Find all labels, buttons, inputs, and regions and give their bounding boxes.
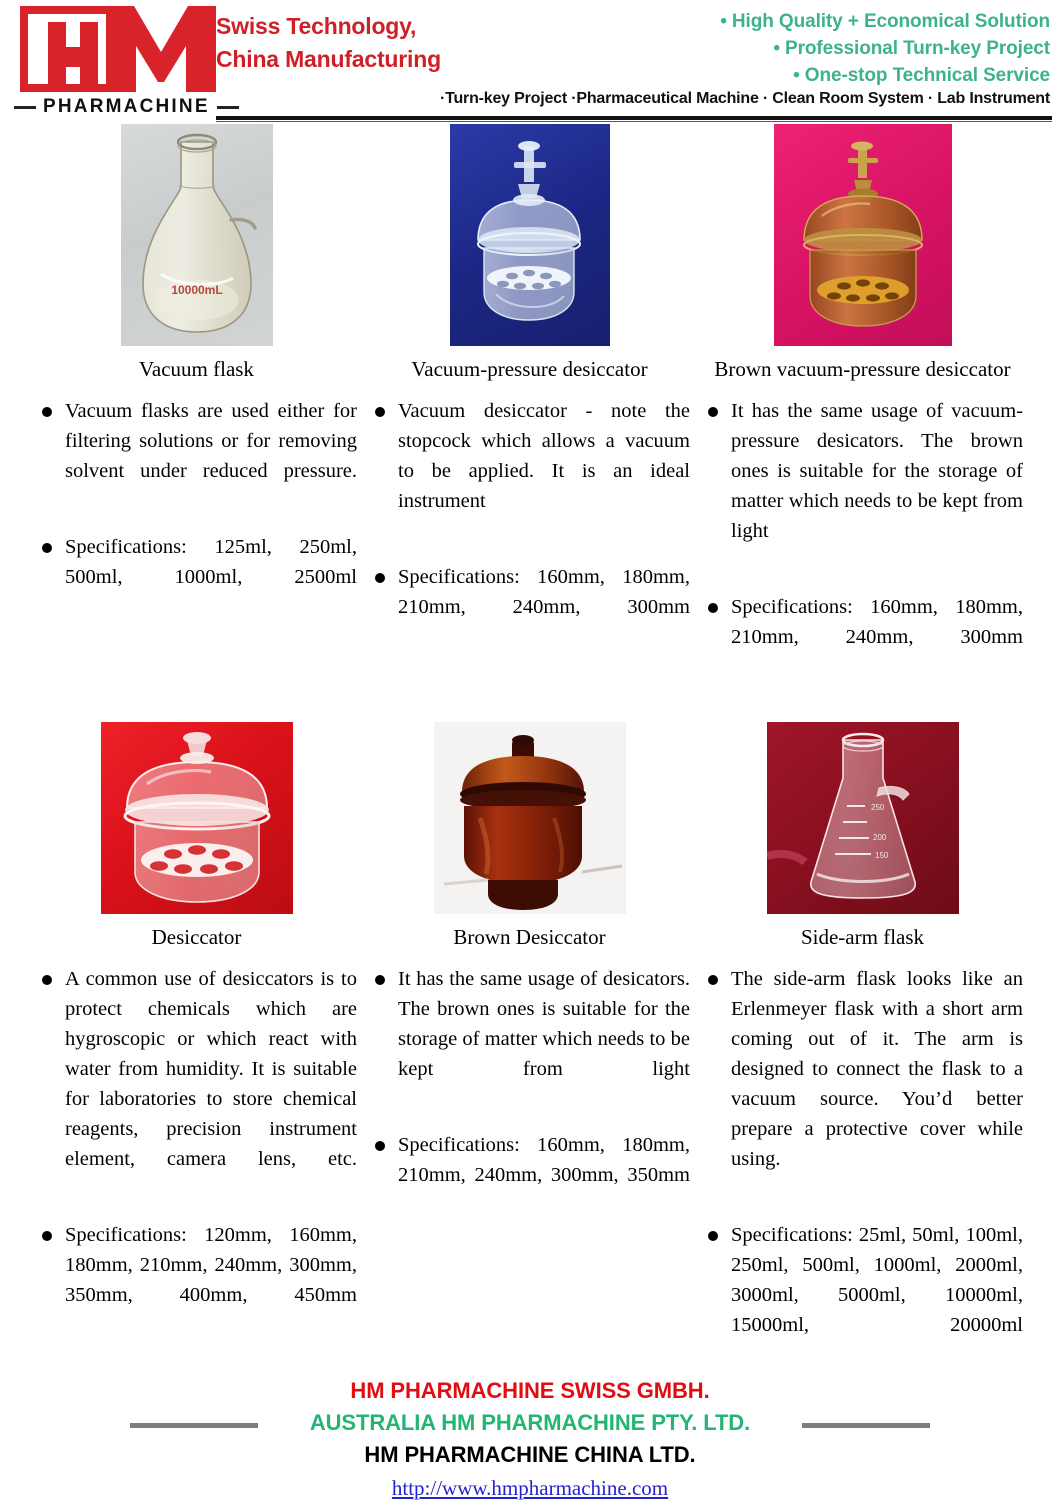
product-row-2 [30, 722, 1030, 1386]
product-bullet: Specifications: 120mm, 160mm, 180mm, 210mm, 240mm, 300mm, 350mm, 400mm, 450mm [36, 1220, 357, 1340]
product-row-1 [30, 124, 1030, 698]
logo-wordmark [14, 96, 229, 118]
header-divider-thin [216, 121, 1052, 122]
product-caption: Vacuum-pressure desiccator [411, 357, 648, 381]
company-slogan [216, 10, 441, 76]
slogan-line-2: China Manufacturing [216, 46, 441, 72]
product-image-wrap [369, 722, 690, 914]
desiccator-photo [101, 722, 293, 914]
product-bullet: Specifications: 160mm, 180mm, 210mm, 240mm, 300mm, 350mm [369, 1130, 690, 1220]
product-bullet: A common use of desiccators is to protect chemicals which are hygroscopic or which react with water from humidity. It is suitable for laboratories to store chemical reagents, precision instrument element, camera lens, etc. [36, 964, 357, 1204]
footer-rule-left [130, 1423, 258, 1428]
product-bullet-list [369, 396, 690, 652]
website-link[interactable]: http://www.hmpharmachine.com [391, 1476, 669, 1500]
product-bullet: It has the same usage of desicators. The brown ones is suitable for the storage of matter which needs to be kept from light [369, 964, 690, 1114]
value-prop-item-2: • Professional Turn-key Project [773, 38, 1050, 59]
services-line: ·Turn-key Project ·Pharmaceutical Machine · Clean Room System · Lab Instrument [439, 90, 1050, 107]
company-name-australia: AUSTRALIA HM PHARMACHINE PTY. LTD. [309, 1410, 751, 1435]
value-proposition-list [720, 8, 1050, 89]
product-card-brown-desiccator [363, 722, 696, 1386]
product-caption: Desiccator [151, 925, 242, 950]
product-card-desiccator [30, 722, 363, 1386]
side-arm-flask-photo [767, 722, 959, 914]
product-bullet-list [36, 396, 357, 622]
logo-dash-left [14, 106, 36, 109]
product-bullet: Specifications: 125ml, 250ml, 500ml, 1000ml, 2500ml [36, 532, 357, 622]
svg-text:10000mL: 10000mL [170, 283, 223, 297]
vacuum-pressure-desiccator-photo [450, 124, 610, 346]
product-grid [0, 124, 1060, 1386]
value-prop-item-3: • One-stop Technical Service [793, 65, 1050, 86]
slogan-line-1: Swiss Technology, [216, 13, 417, 39]
hm-monogram-icon [20, 6, 216, 92]
product-card-vacuum-pressure-desiccator [363, 124, 696, 698]
svg-text:200: 200 [872, 833, 886, 843]
product-caption: Brown vacuum-pressure desiccator [714, 357, 1011, 381]
page-footer [0, 1375, 1060, 1503]
product-caption: Brown Desiccator [453, 925, 606, 950]
product-card-side-arm-flask [696, 722, 1029, 1386]
vacuum-flask-photo [121, 124, 273, 346]
logo-wordmark-text: PHARMACHINE [43, 96, 210, 117]
logo-m-letter [106, 6, 216, 92]
product-image-wrap [36, 124, 357, 346]
value-prop-item-1: • High Quality + Economical Solution [720, 11, 1050, 32]
company-name-swiss: HM PHARMACHINE SWISS GMBH. [350, 1378, 710, 1403]
product-bullet: Vacuum flasks are used either for filtering solutions or for removing solvent under reduced pressure. [36, 396, 357, 516]
svg-text:150: 150 [874, 851, 888, 861]
product-image-wrap [702, 124, 1023, 346]
product-bullet: Specifications: 160mm, 180mm, 210mm, 240mm, 300mm [702, 592, 1023, 682]
product-image-wrap [702, 722, 1023, 914]
product-bullet: Vacuum desiccator - note the stopcock which allows a vacuum to be applied. It is an ideal instrument [369, 396, 690, 546]
product-caption: Side-arm flask [800, 925, 925, 950]
product-bullet-list [369, 964, 690, 1220]
product-bullet: Specifications: 160mm, 180mm, 210mm, 240mm, 300mm [369, 562, 690, 652]
product-bullet-list [36, 964, 357, 1340]
product-caption: Vacuum flask [139, 357, 254, 381]
product-bullet: The side-arm flask looks like an Erlenmeyer flask with a short arm coming out of it. The arm is designed to connect the flask to a vacuum source. You’d better prepare a protective cover while using. [702, 964, 1023, 1204]
product-bullet: Specifications: 25ml, 50ml, 100ml, 250ml, 500ml, 1000ml, 2000ml, 3000ml, 5000ml, 10000ml, 15000ml, 20000ml [702, 1220, 1023, 1370]
product-bullet-list [702, 964, 1023, 1370]
product-bullet-list [702, 396, 1023, 682]
product-image-wrap [36, 722, 357, 914]
company-logo [14, 6, 229, 124]
company-name-china: HM PHARMACHINE CHINA LTD. [364, 1442, 696, 1467]
logo-dash-right [217, 106, 239, 109]
header-divider [216, 116, 1052, 120]
product-image-wrap [369, 124, 690, 346]
page-header [0, 0, 1060, 124]
footer-rule-right [802, 1423, 930, 1428]
brown-desiccator-photo [434, 722, 626, 914]
product-card-brown-vacuum-pressure-desiccator [696, 124, 1029, 698]
product-card-vacuum-flask [30, 124, 363, 698]
product-bullet: It has the same usage of vacuum-pressure desicators. The brown ones is suitable for the storage of matter which needs to be kept from light [702, 396, 1023, 576]
svg-text:250: 250 [870, 803, 884, 813]
brown-vacuum-pressure-desiccator-photo [774, 124, 952, 346]
